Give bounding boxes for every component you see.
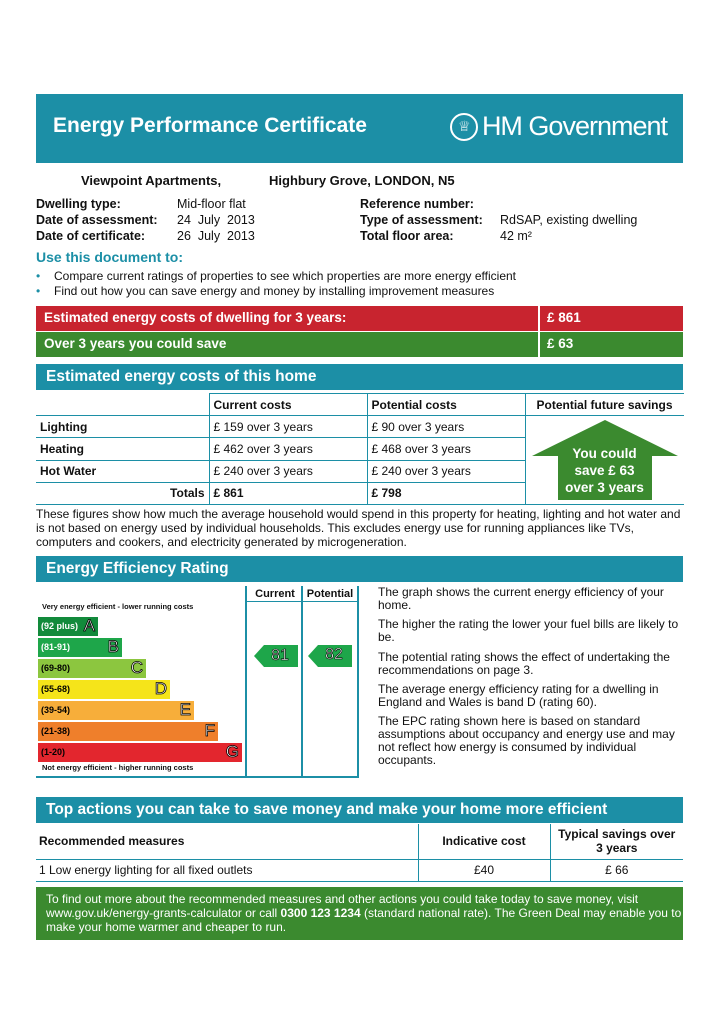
rating-band-range: (81-91) [41,642,71,652]
savings-arrow-text: You could save £ 63 over 3 years [565,446,644,495]
assessment-type-value: RdSAP, existing dwelling [500,213,638,227]
rating-band-letter: E [179,700,191,719]
use-bullet-1: • Compare current ratings of properties to see which properties are more energy efficient [36,269,517,283]
estimated-cost-bar [36,306,683,331]
rating-explain-3: The potential rating shows the effect of undertaking the recommendations on page 3. [378,650,670,677]
rating-band-a [38,617,98,636]
costs-table [36,393,684,505]
rating-top-note: Very energy efficient - lower running costs [42,602,194,611]
col-future-savings: Potential future savings [525,394,684,416]
potential-rating-value: 82 [325,646,343,663]
col-measures: Recommended measures [36,824,418,859]
assessment-type-label: Type of assessment: [360,213,483,227]
row-current: £ 240 over 3 years [209,460,367,482]
actions-heading: Top actions you can take to save money and make your home more efficient [36,797,683,823]
rating-band-letter: A [83,616,95,635]
save-value: £ 63 [540,332,683,357]
measure-cost: £40 [418,859,550,881]
footer-text-2: (standard national rate). The Green Deal may enable you to make your home warmer and cheaper to run. [46,906,682,934]
save-label: Over 3 years you could save [36,332,538,357]
crest-icon: ♕ [450,113,478,141]
footer-phone: 0300 123 1234 [280,906,361,920]
measure-name: 1 Low energy lighting for all fixed outlets [36,859,418,881]
row-current: £ 462 over 3 years [209,438,367,460]
totals-label: Totals [36,482,209,504]
col-current-costs: Current costs [209,394,367,416]
col-typical-savings: Typical savings over 3 years [550,824,683,859]
estimated-cost-label: Estimated energy costs of dwelling for 3 years: [36,306,538,331]
col-potential-costs: Potential costs [367,394,525,416]
gov-brand-text: HM Government [481,111,667,141]
totals-current: £ 861 [209,482,367,504]
rating-col-potential: Potential [306,588,354,600]
rating-col-current: Current [255,588,295,600]
table-row [36,859,683,881]
costs-note: These figures show how much the average household would spend in this property for heating, lighting and hot water and is not based on energy used by individual households. This excludes energy use for running appliances like TVs, computers and cookers, and electricity generated by microgeneration. [36,507,681,549]
col-indicative-cost: Indicative cost [418,824,550,859]
page-title: Energy Performance Certificate [53,114,367,137]
rating-band-range: (69-80) [41,663,71,673]
rating-band-c [38,659,146,678]
assessment-date-value: 24 July 2013 [177,213,255,227]
reference-label: Reference number: [360,197,474,211]
savings-arrow-cell [525,416,684,505]
rating-band-range: (39-54) [41,705,71,715]
rating-band-letter: C [130,658,143,677]
rating-band-g [38,743,242,762]
rating-explain-1: The graph shows the current energy efficiency of your home. [378,585,664,612]
rating-band-d [38,680,170,699]
actions-table [36,824,683,882]
rating-bottom-note: Not energy efficient - higher running costs [42,763,194,772]
rating-band-letter: D [154,679,167,698]
green-deal-footer [36,887,683,940]
footer-text-1: To find out more about the recommended measures and other actions you could take today to save money, visit www.gov.uk/energy-grants-calculator or call [46,892,639,920]
row-label: Hot Water [36,460,209,482]
rating-band-letter: G [225,742,239,761]
row-current: £ 159 over 3 years [209,416,367,438]
rating-band-f [38,722,218,741]
table-row [36,416,684,438]
rating-explain-5: The EPC rating shown here is based on standard assumptions about occupancy and energy use and may not reflect how energy is consumed by individual occupants. [378,714,675,767]
rating-heading: Energy Efficiency Rating [36,556,683,582]
rating-explain-4: The average energy efficiency rating for a dwelling in England and Wales is band D (rating 60). [378,682,659,709]
row-potential: £ 240 over 3 years [367,460,525,482]
rating-band-range: (55-68) [41,684,71,694]
rating-band-range: (1-20) [41,747,66,757]
address-line2: Highbury Grove, LONDON, N5 [269,173,455,188]
rating-band-range: (92 plus) [41,621,79,631]
use-document-heading: Use this document to: [36,249,184,265]
dwelling-type-label: Dwelling type: [36,197,121,211]
floor-area-label: Total floor area: [360,229,454,243]
save-bar [36,332,683,357]
current-rating-value: 81 [271,647,289,664]
rating-chart [36,586,359,778]
totals-potential: £ 798 [367,482,525,504]
row-label: Lighting [36,416,209,438]
rating-band-b [38,638,122,657]
assessment-date-label: Date of assessment: [36,213,158,227]
rating-band-range: (21-38) [41,726,71,736]
rating-band-letter: B [107,637,119,656]
rating-band-e [38,701,194,720]
certificate-date-value: 26 July 2013 [177,229,255,243]
row-label: Heating [36,438,209,460]
costs-heading: Estimated energy costs of this home [36,364,683,390]
rating-explain-2: The higher the rating the lower your fuel bills are likely to be. [378,617,679,644]
certificate-header [36,94,683,163]
estimated-cost-value: £ 861 [540,306,683,331]
dwelling-type-value: Mid-floor flat [177,197,246,211]
address-line1: Viewpoint Apartments, [81,173,222,188]
certificate-date-label: Date of certificate: [36,229,146,243]
use-bullet-2: • Find out how you can save energy and money by installing improvement measures [36,284,495,298]
measure-savings: £ 66 [550,859,683,881]
row-potential: £ 90 over 3 years [367,416,525,438]
rating-band-letter: F [204,721,215,740]
hm-government-logo [450,111,667,142]
row-potential: £ 468 over 3 years [367,438,525,460]
floor-area-value: 42 m² [500,229,532,243]
